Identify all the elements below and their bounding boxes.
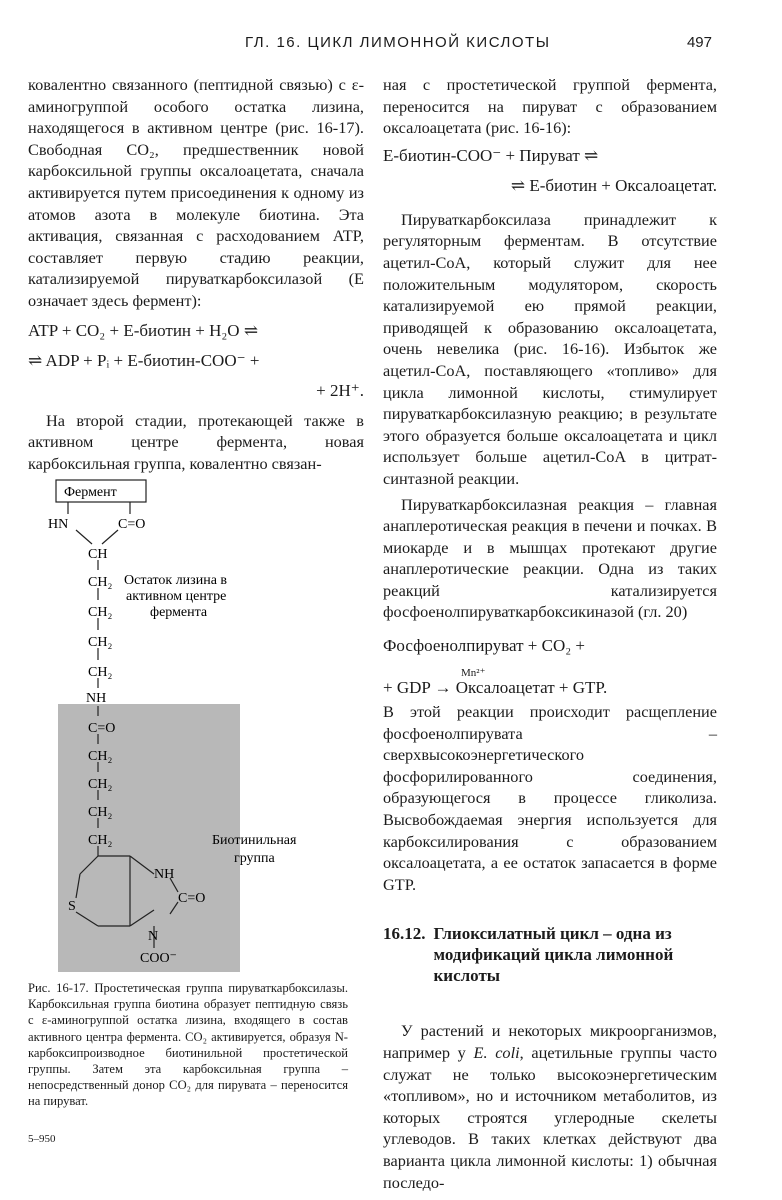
section-title: Глиоксилатный цикл – одна из модификаций цикла лимонной кислоты xyxy=(433,924,674,986)
equation-1-line-3: + 2H⁺. xyxy=(316,380,364,400)
hn-group: HN xyxy=(48,517,69,532)
biotin-nh: NH xyxy=(154,867,175,882)
section-number: 16.12. xyxy=(383,924,426,944)
printer-signature: 5–950 xyxy=(28,1133,56,1145)
right-paragraph-2: Пируваткарбоксилаза принадлежит к регуляторным ферментам. В отсутствие ацетил-CoA, который служит для нее положительным модулятором, скорость катализируемой ею прямой реакции, приводящей к образованию оксалоацетата, очень невелика (рис. 16-16). Избыток же ацетил-CoA, поставляющего «топливо» для цикла лимонной кислоты, стимулирует пируваткарбоксилазную реакцию; в результате этого образуется больше оксалоацетата и цикл использует больше ацетил-CoA в цитрат-синтазной реакции. xyxy=(383,209,717,488)
equation-3-block xyxy=(383,663,717,697)
biotinyl-structure-diagram xyxy=(28,478,368,978)
equation-3-catalyst: Mn²⁺ xyxy=(461,667,486,680)
figure-caption: Рис. 16-17. Простетическая группа пируваткарбоксилазы. Карбоксильная группа биотина образует пептидную связь с ε-аминогруппой остатка лизина, входящего в состав активного центра фермента. CO₂ активируется, образуя N-карбоксипроизводное биотинильной простетической группы. Затем эта карбоксильная группа – непосредственный донор CO₂ для пирувата – переносится на пируват. xyxy=(28,981,348,1109)
para5-italic: E. coli xyxy=(473,1043,520,1062)
biotin-sulfur: S xyxy=(68,899,76,914)
equation-3-line-2: + GDP → Оксалоацетат + GTP. xyxy=(383,678,608,698)
lysine-ch2-4: CH₂ xyxy=(88,665,113,680)
running-title: ГЛ. 16. ЦИКЛ ЛИМОННОЙ КИСЛОТЫ xyxy=(245,34,551,51)
equation-1-line-1: ATP + CO₂ + E-биотин + H₂O ⇌ xyxy=(28,320,259,340)
lysine-label-line-3: фермента xyxy=(150,605,208,620)
lysine-label-line-1: Остаток лизина в xyxy=(124,573,228,588)
lysine-label-line-2: активном центре xyxy=(126,589,227,604)
biotin-co: C=O xyxy=(178,891,206,906)
biotinyl-label-line-2: группа xyxy=(234,851,275,866)
equation-2-line-2: ⇌ E-биотин + Оксалоацетат. xyxy=(510,175,717,195)
lysine-ch2-2: CH₂ xyxy=(88,605,113,620)
equation-1-line-2: ⇌ ADP + Pᵢ + E-биотин-COO⁻ + xyxy=(28,350,260,370)
page-header xyxy=(0,34,782,58)
biotin-n: N xyxy=(148,929,159,944)
enzyme-label: Фермент xyxy=(64,485,117,500)
amide-co: C=O xyxy=(88,721,116,736)
right-paragraph-4: В этой реакции происходит расщепление фосфоенолпирувата – сверхвысокоэнергетического фосфорилированного соединения, образующегося в процессе гликолиза. Высвобождаемая энергия используется для карбоксилирования с образованием оксалоацетата, а ее остаток запасается в форме GTP. xyxy=(383,702,717,894)
right-paragraph-1: ная с простетической группой фермента, переносится на пируват с образованием оксалоацетата (рис. 16-16): xyxy=(383,75,717,138)
ch-group: CH xyxy=(88,547,108,562)
nh-group: NH xyxy=(86,691,107,706)
left-column xyxy=(28,74,364,474)
biotin-ch2-3: CH₂ xyxy=(88,805,113,820)
right-column xyxy=(383,74,717,1193)
biotinyl-label-line-1: Биотинильная xyxy=(212,833,297,848)
para5-rest: , ацетильные группы часто служат не только высокоэнергетическим «топливом», но и источником метаболитов, из которых строятся углеродные скелеты углеводов. В таких клетках действуют два варианта цикла лимонной кислоты: 1) обычная последо- xyxy=(383,1043,717,1192)
left-paragraph-1: ковалентно связанного (пептидной связью) с ε-аминогруппой особого остатка лизина, находящегося в активном центре (рис. 16-17). Свободная CO₂, предшественник новой карбоксильной группы оксалоацетата, сначала активируется путем присоединения к одному из атомов азота в молекуле биотина. Эта активация, связанная с расходованием ATP, составляет первую стадию реакции, катализируемой пируваткарбоксилазой (E означает здесь фермент): xyxy=(28,75,364,310)
lysine-ch2-1: CH₂ xyxy=(88,575,113,590)
biotin-ch2-4: CH₂ xyxy=(88,833,113,848)
biotin-ch2-2: CH₂ xyxy=(88,777,113,792)
figure-16-17 xyxy=(28,478,368,978)
right-paragraph-3: Пируваткарбоксилазная реакция – главная анаплеротическая реакция в печени и почках. В миокарде и в мышцах протекают другие анаплеротические реакции. Одна из таких реакций катализируется фосфоенолпируваткарбоксикиназой (гл. 20) xyxy=(383,494,717,622)
equation-2-line-1: E-биотин-COO⁻ + Пируват ⇌ xyxy=(383,145,599,165)
right-paragraph-5 xyxy=(383,1020,717,1193)
para5-start: У растений и некоторых микроорганизмов, например у xyxy=(383,1021,717,1062)
lysine-ch2-3: CH₂ xyxy=(88,635,113,650)
left-paragraph-2: На второй стадии, протекающей также в активном центре фермента, новая карбоксильная группа, ковалентно связан- xyxy=(28,410,364,473)
biotin-ch2-1: CH₂ xyxy=(88,749,113,764)
section-heading xyxy=(383,923,717,986)
page-number: 497 xyxy=(686,34,712,51)
carboxyl-group: COO⁻ xyxy=(140,951,177,966)
co-group: C=O xyxy=(118,517,146,532)
equation-3-line-1: Фосфоенолпируват + CO₂ + xyxy=(383,636,586,656)
